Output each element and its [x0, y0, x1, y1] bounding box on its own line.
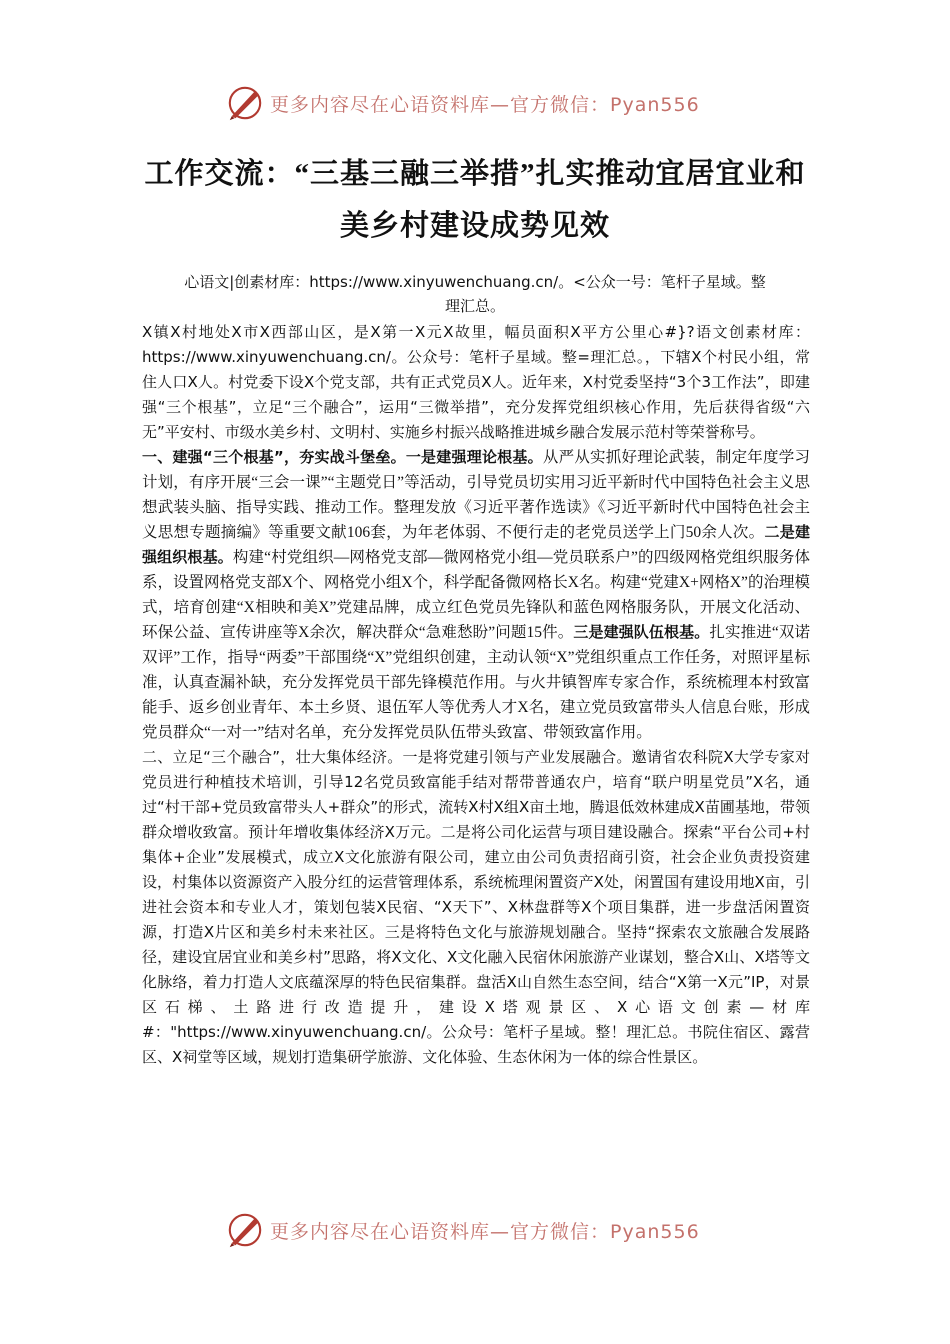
section-1-text-3: 扎实推进“双诺双评”工作，指导“两委”干部围绕“X”党组织创建，主动认领“X”党组织重点工作任务，对照评星标准，认真查漏补缺，充分发挥党员干部先锋模范作用。与火井镇智库专家合作，系统梳理本村致富能手、返乡创业青年、本土乡贤、退伍军人等优秀人才X名，建立党员致富带头人信息台账，形成党员群众“一对一”结对名单，充分发挥党员队伍带头致富、带领致富作用。	[142, 624, 810, 741]
section-1-subheading-3: 三是建强队伍根基。	[573, 623, 710, 641]
intro-paragraph: X镇X村地处X市X西部山区，是X第一X元X故里，幅员面积X平方公里心#}?语文创素材库：https://www.xinyuwenchuang.cn/。公众号：笔杆子星域。整=理汇总。，下辖X个村民小组，常住人口X人。村党委下设X个党支部，共有正式党员X人。近年来，X村党委坚持“3个3工作法”，即建强“三个根基”，立足“三个融合”，运用“三微举措”，充分发挥党组织核心作用，先后获得省级“六无”平安村、市级水美乡村、文明村、实施乡村振兴战略推进城乡融合发展示范村等荣誉称号。	[142, 323, 810, 441]
section-2-paragraph: 二、立足“三个融合”，壮大集体经济。一是将党建引领与产业发展融合。邀请省农科院X大学专家对党员进行种植技术培训，引导12名党员致富能手结对帮带普通农户，培育“联户明星党员”X名，通过“村干部+党员致富带头人+群众”的形式，流转X村X组X亩土地，腾退低效林建成X苗圃基地，带领群众增收致富。预计年增收集体经济X万元。二是将公司化运营与项目建设融合。探索“平台公司+村集体+企业”发展模式，成立X文化旅游有限公司，建立由公司负责招商引资，社会企业负责投资建设，村集体以资源资产入股分红的运营管理体系，系统梳理闲置资产X处，闲置国有建设用地X亩，引进社会资本和专业人才，策划包装X民宿、“X天下”、X林盘群等X个项目集群，进一步盘活闲置资源，打造X片区和美乡村未来社区。三是将特色文化与旅游规划融合。坚持“探索农文旅融合发展路径，建设宜居宜业和美乡村”思路，将X文化、X文化融入民宿休闲旅游产业谋划，整合X山、X塔等文化脉络，着力打造人文底蕴深厚的特色民宿集群。盘活X山自然生态空间，结合“X第一X元”IP，对景区石梯、土路进行改造提升，建设X塔观景区、X心语文创素—材库#："https://www.xinyuwenchuang.cn/。公众号：笔杆子星域。整！理汇总。书院住宿区、露营区、X祠堂等区域，规划打造集研学旅游、文化体验、生态休闲为一体的综合性景区。	[142, 748, 810, 1066]
pen-logo-icon	[226, 1211, 264, 1249]
section-1-paragraph	[142, 445, 810, 745]
section-1-subheading-2: 二是建强组织根基。	[142, 523, 810, 566]
document-body	[142, 320, 810, 1070]
document-title	[100, 148, 850, 252]
title-line-2: 美乡村建设成势见效	[339, 210, 610, 242]
source-note-line-2: 理汇总。	[444, 297, 505, 315]
section-1-text-2: 构建“村党组织—网格党支部—微网格党小组—党员联系户”的四级网格党组织服务体系，设置网格党支部X个、网格党小组X个，科学配备微网格长X名。构建“党建X+网格X”的治理模式，培育创建“X相映和美X”党建品牌，成立红色党员先锋队和蓝色网格服务队，开展文化活动、环保公益、宣传讲座等X余次，解决群众“急难愁盼”问题15件。	[142, 549, 810, 641]
footer-banner-text: 更多内容尽在心语资料库—官方微信：Pyan556	[270, 1220, 700, 1243]
header-banner[interactable]	[226, 83, 726, 123]
source-note-line-1: 心语文|创素材库：https://www.xinyuwenchuang.cn/。<公众一号：笔杆子星域。整	[184, 273, 766, 291]
section-1-subheading-1: 一是建强理论根基。	[405, 448, 543, 466]
section-1-text-1: 从严从实抓好理论武装，制定年度学习计划，有序开展“三会一课”“主题党日”等活动，引导党员切实用习近平新时代中国特色社会主义思想武装头脑、指导实践、推动工作。整理发放《习近平著作选读》《习近平新时代中国特色社会主义思想专题摘编》等重要文献106套，为年老体弱、不便行走的老党员送学上门50余人次。	[142, 449, 810, 541]
source-note	[140, 270, 810, 318]
title-line-1: 工作交流：“三基三融三举措”扎实推动宜居宜业和	[144, 158, 806, 190]
pen-logo-icon	[226, 84, 264, 122]
header-banner-text: 更多内容尽在心语资料库—官方微信：Pyan556	[270, 93, 700, 116]
footer-banner[interactable]	[226, 1210, 726, 1250]
section-1-heading: 一、建强“三个根基”，夯实战斗堡垒。	[142, 448, 406, 466]
